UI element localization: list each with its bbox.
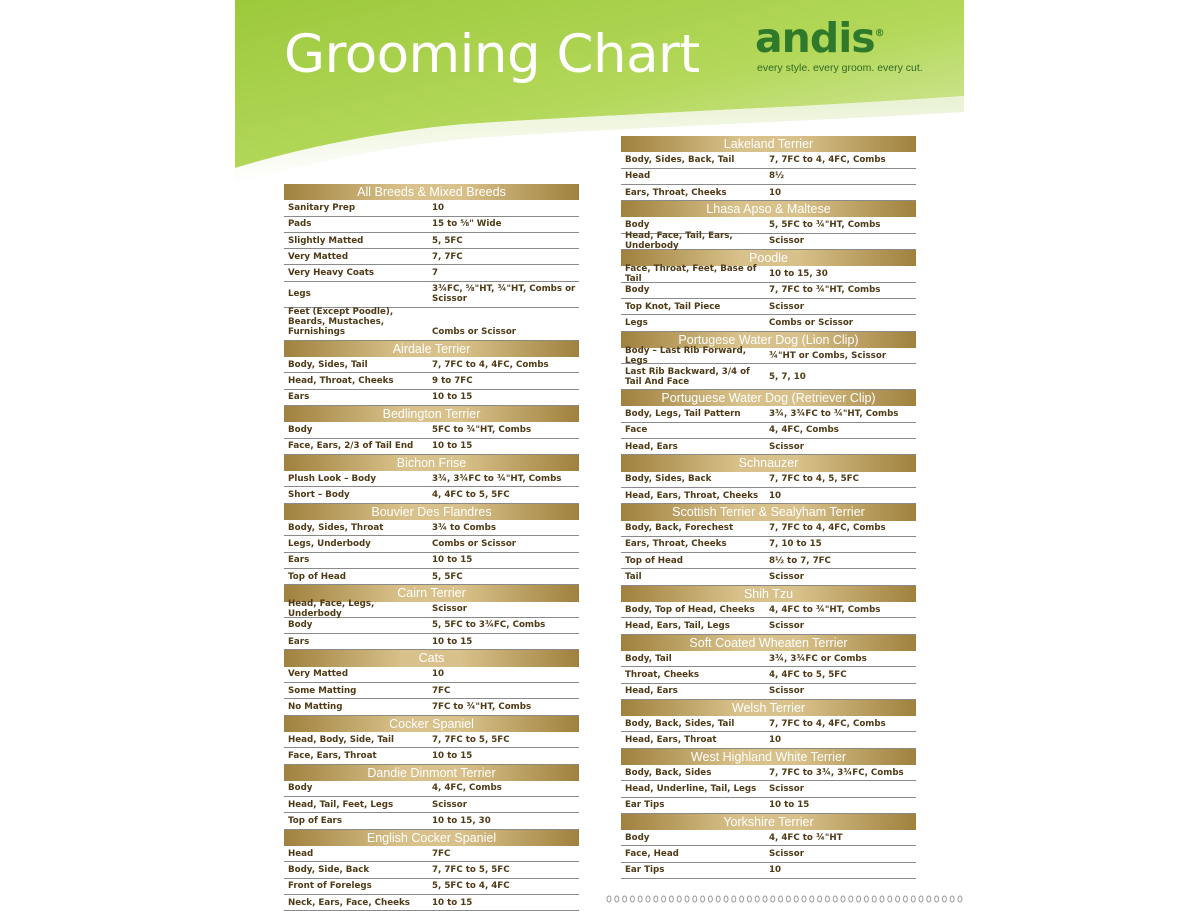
blade-cell: 15 to ⅝" Wide [432, 219, 502, 230]
body-part-cell: Body [625, 285, 650, 296]
table-row [284, 536, 579, 552]
section-header-cocker-spaniel: Cocker Spaniel [284, 716, 579, 732]
table-row [284, 748, 579, 764]
table-row [284, 233, 579, 249]
table-row [284, 439, 579, 455]
spiral-ring [677, 896, 681, 902]
blade-cell: 4, 4FC to ¾"HT [769, 832, 843, 843]
spiral-ring [771, 896, 775, 902]
body-part-cell: Throat, Cheeks [625, 669, 699, 680]
spiral-ring [935, 896, 939, 902]
body-part-cell: Some Matting [288, 685, 357, 696]
blade-cell: 3¾, 3¾FC or Combs [769, 653, 867, 664]
blade-cell: Scissor [769, 686, 804, 697]
table-row [284, 797, 579, 813]
body-part-cell: Head, Ears [625, 441, 678, 452]
blade-cell: Scissor [769, 236, 804, 247]
blade-cell: 3¾FC, ⅝"HT, ¾"HT, Combs or Scissor [432, 284, 576, 305]
brand-name: andis [755, 14, 875, 62]
spiral-ring [763, 896, 767, 902]
body-part-cell: Legs, Underbody [288, 538, 371, 549]
blade-cell: 7, 7FC to 4, 5, 5FC [769, 474, 859, 485]
blade-cell: Scissor [769, 441, 804, 452]
spiral-ring [638, 896, 642, 902]
section-header-bichon-frise: Bichon Frise [284, 455, 579, 471]
body-part-cell: Head, Ears, Tail, Legs [625, 620, 730, 631]
body-part-cell: Body – Last Rib Forward, Legs [625, 345, 747, 366]
blade-cell: 10 to 15 [432, 555, 473, 566]
spiral-ring [942, 896, 946, 902]
blade-cell: 10 to 15 [432, 392, 473, 403]
body-part-cell: Body, Sides, Back, Tail [625, 154, 735, 165]
spiral-ring [685, 896, 689, 902]
blade-cell: 5, 5FC [432, 571, 463, 582]
table-row [621, 569, 916, 585]
table-row [284, 265, 579, 281]
body-part-cell: Body, Side, Back [288, 864, 370, 875]
table-row [284, 200, 579, 216]
section-header-poodle: Poodle [621, 250, 916, 266]
table-row [621, 732, 916, 748]
table-row [284, 683, 579, 699]
table-row [284, 634, 579, 650]
section-header-yorkshire-terrier: Yorkshire Terrier [621, 814, 916, 830]
body-part-cell: Slightly Matted [288, 235, 364, 246]
body-part-cell: Ears [288, 555, 310, 566]
blade-cell: 10 to 15 [432, 897, 473, 908]
blade-cell: 3¾ to Combs [432, 522, 496, 533]
body-part-cell: Head, Ears, Throat, Cheeks [625, 490, 759, 501]
body-part-cell: Head, Ears [625, 686, 678, 697]
blade-cell: Scissor [432, 604, 467, 615]
spiral-ring [708, 896, 712, 902]
body-part-cell: Ear Tips [625, 800, 665, 811]
section-header-portuguese-water-dog-retriever-clip: Portuguese Water Dog (Retriever Clip) [621, 390, 916, 406]
blade-cell: Combs or Scissor [432, 538, 517, 549]
spiral-ring [662, 896, 666, 902]
body-part-cell: Body [288, 783, 313, 794]
body-part-cell: Head, Underline, Tail, Legs [625, 783, 757, 794]
body-part-cell: Short – Body [288, 490, 350, 501]
blade-cell: 10 [432, 202, 445, 213]
blade-cell: Combs or Scissor [432, 326, 517, 337]
spiral-ring [911, 896, 915, 902]
table-row [284, 249, 579, 265]
spiral-ring [654, 896, 658, 902]
section-header-schnauzer: Schnauzer [621, 455, 916, 471]
blade-cell: 7, 7FC to 5, 5FC [432, 864, 510, 875]
body-part-cell: Ear Tips [625, 865, 665, 876]
blade-cell: Scissor [769, 301, 804, 312]
table-row [621, 439, 916, 455]
body-part-cell: Head [625, 171, 651, 182]
body-part-cell: Ears [288, 392, 310, 403]
spiral-ring [857, 896, 861, 902]
table-row [621, 830, 916, 846]
spiral-ring [888, 896, 892, 902]
body-part-cell: Very Heavy Coats [288, 268, 375, 279]
blade-cell: 5, 5FC [432, 235, 463, 246]
body-part-cell: Body [288, 620, 313, 631]
blade-cell: 10 [769, 865, 782, 876]
spiral-ring [646, 896, 650, 902]
blade-cell: 10 to 15 [432, 636, 473, 647]
table-row [621, 264, 916, 285]
spiral-ring [732, 896, 736, 902]
body-part-cell: Head, Throat, Cheeks [288, 376, 394, 387]
table-row [621, 553, 916, 569]
body-part-cell: Top of Head [625, 555, 683, 566]
table-row [284, 390, 579, 406]
body-part-cell: Legs [288, 289, 311, 300]
table-row [621, 537, 916, 553]
body-part-cell: Body, Top of Head, Cheeks [625, 604, 755, 615]
spiral-ring [701, 896, 705, 902]
section-header-soft-coated-wheaten-terrier: Soft Coated Wheaten Terrier [621, 635, 916, 651]
body-part-cell: Top of Head [288, 571, 346, 582]
spiral-ring [818, 896, 822, 902]
table-row [621, 618, 916, 634]
spiral-ring [786, 896, 790, 902]
table-row [621, 283, 916, 299]
table-row [621, 684, 916, 700]
blade-cell: Scissor [769, 849, 804, 860]
section-header-all-breeds-mixed-breeds: All Breeds & Mixed Breeds [284, 184, 579, 200]
table-row [621, 423, 916, 439]
spiral-ring [607, 896, 611, 902]
blade-cell: 7 [432, 268, 439, 279]
body-part-cell: Head, Face, Legs, Underbody [288, 599, 375, 620]
blade-cell: 7, 7FC to ¾"HT, Combs [769, 285, 881, 296]
andis-logo [755, 14, 884, 62]
body-part-cell: Pads [288, 219, 312, 230]
spiral-ring [919, 896, 923, 902]
body-part-cell: Ears, Throat, Cheeks [625, 187, 727, 198]
table-row [284, 846, 579, 862]
table-row [621, 406, 916, 422]
table-row [284, 862, 579, 878]
table-row [284, 308, 579, 341]
blade-cell: Scissor [432, 799, 467, 810]
body-part-cell: Top Knot, Tail Piece [625, 301, 721, 312]
body-part-cell: Body, Sides, Back [625, 474, 712, 485]
blade-cell: 10 [769, 735, 782, 746]
body-part-cell: Sanitary Prep [288, 202, 356, 213]
body-part-cell: Face, Ears, Throat [288, 750, 377, 761]
table-row [284, 553, 579, 569]
blade-cell: 10 to 15, 30 [432, 816, 491, 827]
table-row [284, 667, 579, 683]
section-header-portugese-water-dog-lion-clip: Portugese Water Dog (Lion Clip) [621, 332, 916, 348]
blade-cell: 4, 4FC, Combs [769, 425, 839, 436]
body-part-cell: Very Matted [288, 251, 349, 262]
table-row [621, 716, 916, 732]
blade-cell: Combs or Scissor [769, 317, 854, 328]
spiral-ring [825, 896, 829, 902]
spiral-ring [755, 896, 759, 902]
blade-cell: Scissor [769, 783, 804, 794]
blade-cell: 4, 4FC to ¾"HT, Combs [769, 604, 881, 615]
section-header-airdale-terrier: Airdale Terrier [284, 341, 579, 357]
blade-cell: 8½ [769, 171, 785, 182]
spiral-ring [841, 896, 845, 902]
blade-cell: 5, 5FC to 3¾FC, Combs [432, 620, 546, 631]
body-part-cell: Ears, Throat, Cheeks [625, 539, 727, 550]
table-row [621, 798, 916, 814]
spiral-ring [802, 896, 806, 902]
spiral-ring [864, 896, 868, 902]
spiral-ring [779, 896, 783, 902]
blade-cell: 5, 7, 10 [769, 371, 806, 382]
blade-cell: 10 [432, 669, 445, 680]
table-row [621, 863, 916, 879]
blade-cell: 3¾, 3¾FC to ¾"HT, Combs [432, 473, 562, 484]
blade-cell: 10 to 15, 30 [769, 269, 828, 280]
table-row [284, 357, 579, 373]
blade-cell: 7, 7FC to 3¾, 3¾FC, Combs [769, 767, 904, 778]
right-column [621, 136, 916, 879]
section-header-bedlington-terrier: Bedlington Terrier [284, 406, 579, 422]
spiral-ring [903, 896, 907, 902]
blade-cell: 7, 7FC to 5, 5FC [432, 734, 510, 745]
grooming-chart-sheet [235, 0, 964, 908]
body-part-cell: Body, Back, Sides [625, 767, 712, 778]
section-header-cats: Cats [284, 650, 579, 666]
blade-cell: Scissor [769, 572, 804, 583]
body-part-cell: Legs [625, 317, 648, 328]
blade-cell: 7, 7FC to 4, 4FC, Combs [432, 359, 549, 370]
blade-cell: 8½ to 7, 7FC [769, 555, 831, 566]
blade-cell: 5, 5FC to 4, 4FC [432, 881, 510, 892]
blade-cell: 7FC to ¾"HT, Combs [432, 701, 532, 712]
body-part-cell: Body, Back, Forechest [625, 523, 734, 534]
body-part-cell: Face, Throat, Feet, Base of Tail [625, 264, 757, 285]
body-part-cell: Body, Sides, Tail [288, 359, 368, 370]
brand-tagline: every style. every groom. every cut. [757, 62, 923, 74]
blade-cell: 10 to 15 [432, 441, 473, 452]
blade-cell: 7, 7FC to 4, 4FC, Combs [769, 523, 886, 534]
table-row [621, 231, 916, 252]
body-part-cell: Front of Forelegs [288, 881, 372, 892]
table-row [621, 602, 916, 618]
spiral-ring [958, 896, 962, 902]
blade-cell: 4, 4FC, Combs [432, 783, 502, 794]
spiral-ring [927, 896, 931, 902]
blade-cell: 7, 7FC to 4, 4FC, Combs [769, 718, 886, 729]
table-row [621, 169, 916, 185]
blade-cell: 10 [769, 490, 782, 501]
body-part-cell: Body, Sides, Throat [288, 522, 384, 533]
blade-cell: 7, 7FC [432, 251, 463, 262]
table-row [621, 667, 916, 683]
table-row [284, 569, 579, 585]
blade-cell: 10 to 15 [432, 750, 473, 761]
section-header-lhasa-apso-maltese: Lhasa Apso & Maltese [621, 201, 916, 217]
section-header-cairn-terrier: Cairn Terrier [284, 585, 579, 601]
blade-cell: 7FC [432, 848, 451, 859]
body-part-cell: Head, Body, Side, Tail [288, 734, 394, 745]
table-row [621, 846, 916, 862]
blade-cell: 10 [769, 187, 782, 198]
table-row [621, 472, 916, 488]
table-row [284, 732, 579, 748]
body-part-cell: No Matting [288, 701, 343, 712]
blade-cell: 9 to 7FC [432, 376, 473, 387]
body-part-cell: Top of Ears [288, 816, 343, 827]
spiral-ring [794, 896, 798, 902]
table-row [284, 599, 579, 620]
spiral-ring [880, 896, 884, 902]
table-row [284, 813, 579, 829]
spiral-ring [669, 896, 673, 902]
table-row [621, 152, 916, 168]
blade-cell: 7, 7FC to 4, 4FC, Combs [769, 154, 886, 165]
body-part-cell: Face, Ears, 2/3 of Tail End [288, 441, 414, 452]
table-row [284, 699, 579, 715]
body-part-cell: Face, Head [625, 849, 679, 860]
table-row [621, 185, 916, 201]
page-title: Grooming Chart [284, 24, 700, 85]
spiral-ring [896, 896, 900, 902]
spiral-ring [724, 896, 728, 902]
blade-cell: 7, 10 to 15 [769, 539, 822, 550]
section-header-west-highland-white-terrier: West Highland White Terrier [621, 749, 916, 765]
table-row [621, 781, 916, 797]
table-row [284, 520, 579, 536]
blade-cell: 4, 4FC to 5, 5FC [769, 669, 847, 680]
blade-cell: ¾"HT or Combs, Scissor [769, 350, 887, 361]
table-row [621, 364, 916, 390]
table-row [284, 422, 579, 438]
section-header-dandie-dinmont-terrier: Dandie Dinmont Terrier [284, 765, 579, 781]
table-row [621, 765, 916, 781]
body-part-cell: Body [288, 424, 313, 435]
blade-cell: 5FC to ¾"HT, Combs [432, 424, 532, 435]
body-part-cell: Ears [288, 636, 310, 647]
spiral-ring [872, 896, 876, 902]
section-header-lakeland-terrier: Lakeland Terrier [621, 136, 916, 152]
spiral-ring [630, 896, 634, 902]
blade-cell: 7FC [432, 685, 451, 696]
section-header-shih-tzu: Shih Tzu [621, 586, 916, 602]
spiral-ring [716, 896, 720, 902]
spiral-binding [603, 894, 964, 902]
spiral-ring [833, 896, 837, 902]
spiral-ring [950, 896, 954, 902]
spiral-ring [623, 896, 627, 902]
blade-cell: 4, 4FC to 5, 5FC [432, 490, 510, 501]
table-row [284, 282, 579, 308]
body-part-cell: Head [288, 848, 314, 859]
table-row [621, 345, 916, 366]
body-part-cell: Head, Face, Tail, Ears, Underbody [625, 231, 733, 252]
table-row [284, 217, 579, 233]
body-part-cell: Very Matted [288, 669, 349, 680]
spiral-ring [615, 896, 619, 902]
section-header-scottish-terrier-sealyham-terrier: Scottish Terrier & Sealyham Terrier [621, 504, 916, 520]
body-part-cell: Tail [625, 572, 642, 583]
body-part-cell: Body [625, 832, 650, 843]
table-row [284, 487, 579, 503]
table-row [621, 521, 916, 537]
spiral-ring [747, 896, 751, 902]
section-header-welsh-terrier: Welsh Terrier [621, 700, 916, 716]
table-row [621, 299, 916, 315]
body-part-cell: Plush Look – Body [288, 473, 377, 484]
registered-mark: ® [874, 28, 884, 39]
blade-cell: 5, 5FC to ¾"HT, Combs [769, 220, 881, 231]
body-part-cell: Head, Tail, Feet, Legs [288, 799, 394, 810]
body-part-cell: Face [625, 425, 648, 436]
spiral-ring [740, 896, 744, 902]
blade-cell: Scissor [769, 620, 804, 631]
table-row [621, 488, 916, 504]
spiral-ring [810, 896, 814, 902]
left-column [284, 184, 579, 911]
body-part-cell: Body, Legs, Tail Pattern [625, 409, 741, 420]
table-row [284, 618, 579, 634]
table-row [284, 895, 579, 911]
spiral-ring [693, 896, 697, 902]
body-part-cell: Feet (Except Poodle), Beards, Mustaches, Furnishings [288, 306, 394, 337]
table-row [284, 781, 579, 797]
table-row [621, 651, 916, 667]
body-part-cell: Neck, Ears, Face, Cheeks [288, 897, 410, 908]
body-part-cell: Body [625, 220, 650, 231]
spiral-ring [849, 896, 853, 902]
blade-cell: 3¾, 3¾FC to ¾"HT, Combs [769, 409, 899, 420]
blade-cell: 10 to 15 [769, 800, 810, 811]
section-header-english-cocker-spaniel: English Cocker Spaniel [284, 830, 579, 846]
table-row [284, 373, 579, 389]
body-part-cell: Last Rib Backward, 3/4 of Tail And Face [625, 366, 750, 387]
table-row [284, 471, 579, 487]
table-row [621, 315, 916, 331]
body-part-cell: Body, Tail [625, 653, 672, 664]
section-header-bouvier-des-flandres: Bouvier Des Flandres [284, 504, 579, 520]
table-row [284, 879, 579, 895]
body-part-cell: Body, Back, Sides, Tail [625, 718, 735, 729]
body-part-cell: Head, Ears, Throat [625, 735, 717, 746]
